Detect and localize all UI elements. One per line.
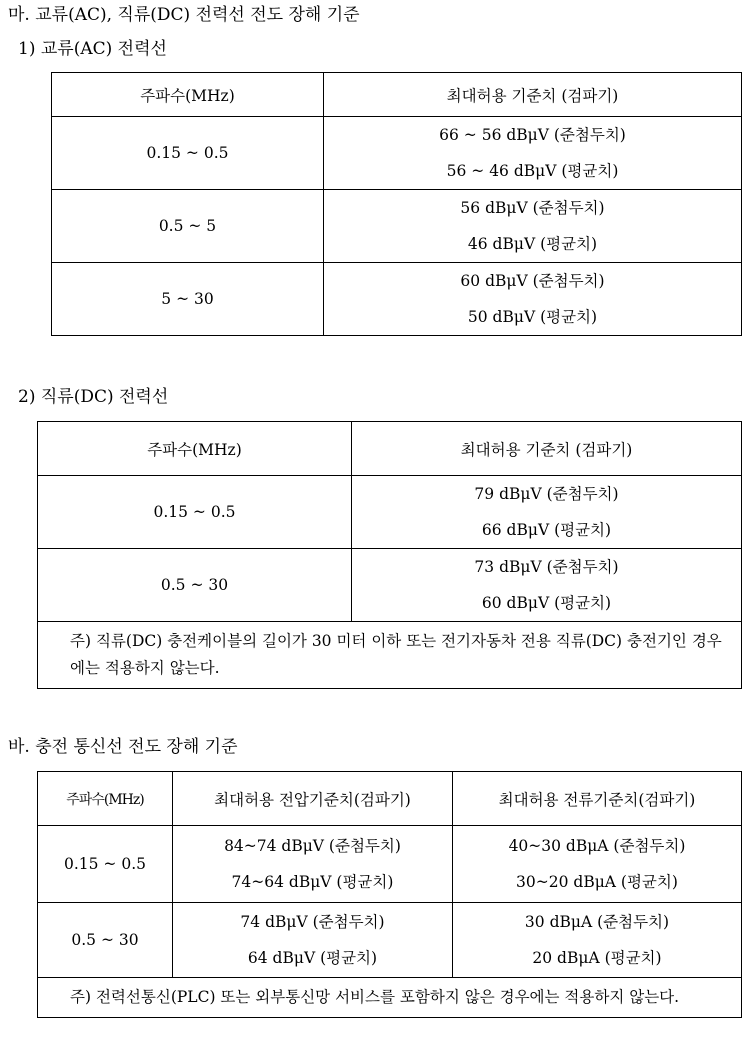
communication-line-table [37, 771, 742, 1018]
header-frequency: 주파수(MHz) [38, 772, 173, 826]
dc-power-line-table [37, 421, 742, 689]
quasi-peak-value: 73 dBμV (준첨두치) [474, 558, 619, 576]
frequency-cell: 0.15 ~ 0.5 [38, 826, 173, 903]
average-value: 20 dBμA (평균치) [532, 949, 662, 967]
header-current-limit: 최대허용 전류기준치(검파기) [453, 772, 742, 826]
current-limit-cell [453, 826, 742, 903]
current-limit-cell [453, 903, 742, 978]
quasi-peak-value: 74 dBμV (준첨두치) [240, 913, 385, 931]
quasi-peak-value: 30 dBμA (준첨두치) [524, 913, 670, 931]
frequency-cell: 0.5 ~ 5 [52, 190, 324, 263]
table-row [52, 190, 742, 263]
quasi-peak-value: 56 dBμV (준첨두치) [460, 199, 605, 217]
quasi-peak-value: 84~74 dBμV (준첨두치) [224, 837, 401, 855]
limit-cell [324, 117, 742, 190]
average-value: 66 dBμV (평균치) [481, 521, 612, 539]
header-voltage-limit: 최대허용 전압기준치(검파기) [173, 772, 453, 826]
note-cell [38, 978, 742, 1018]
table-header-row [38, 422, 742, 476]
quasi-peak-value: 40~30 dBμA (준첨두치) [508, 837, 686, 855]
quasi-peak-value: 66 ~ 56 dBμV (준첨두치) [439, 126, 626, 144]
table-row [38, 826, 742, 903]
section-ma-title: 마. 교류(AC), 직류(DC) 전력선 전도 장해 기준 [8, 5, 360, 25]
header-limit: 최대허용 기준치 (검파기) [324, 73, 742, 117]
frequency-cell: 0.15 ~ 0.5 [38, 476, 352, 549]
average-value: 56 ~ 46 dBμV (평균치) [446, 162, 619, 180]
dc-subtitle: 2) 직류(DC) 전력선 [18, 387, 169, 407]
header-frequency: 주파수(MHz) [38, 422, 352, 476]
frequency-cell: 5 ~ 30 [52, 263, 324, 336]
frequency-cell: 0.5 ~ 30 [38, 903, 173, 978]
table-row [52, 117, 742, 190]
voltage-limit-cell [173, 826, 453, 903]
header-limit: 최대허용 기준치 (검파기) [352, 422, 742, 476]
section-ba-title: 바. 충전 통신선 전도 장해 기준 [8, 737, 238, 757]
average-value: 50 dBμV (평균치) [467, 308, 598, 326]
frequency-cell: 0.5 ~ 30 [38, 549, 352, 622]
dc-note: 주) 직류(DC) 충전케이블의 길이가 30 미터 이하 또는 전기자동차 전용 직류(DC) 충전기인 경우에는 적용하지 않는다. [70, 632, 722, 677]
limit-cell [352, 549, 742, 622]
limit-cell [352, 476, 742, 549]
average-value: 60 dBμV (평균치) [481, 594, 612, 612]
limit-cell [324, 263, 742, 336]
table-row [38, 549, 742, 622]
table-header-row [38, 772, 742, 826]
frequency-cell: 0.15 ~ 0.5 [52, 117, 324, 190]
table-row [38, 476, 742, 549]
table-row [52, 263, 742, 336]
table-header-row [52, 73, 742, 117]
quasi-peak-value: 79 dBμV (준첨두치) [474, 485, 619, 503]
voltage-limit-cell [173, 903, 453, 978]
average-value: 46 dBμV (평균치) [467, 235, 598, 253]
quasi-peak-value: 60 dBμV (준첨두치) [460, 272, 605, 290]
header-frequency: 주파수(MHz) [52, 73, 324, 117]
note-cell [38, 622, 742, 689]
average-value: 30~20 dBμA (평균치) [516, 873, 678, 891]
ac-power-line-table [51, 72, 742, 336]
table-row [38, 903, 742, 978]
ac-subtitle: 1) 교류(AC) 전력선 [18, 39, 167, 59]
average-value: 74~64 dBμV (평균치) [231, 873, 394, 891]
limit-cell [324, 190, 742, 263]
communication-note: 주) 전력선통신(PLC) 또는 외부통신망 서비스를 포함하지 않은 경우에는 적용하지 않는다. [70, 988, 680, 1006]
average-value: 64 dBμV (평균치) [247, 949, 378, 967]
note-row [38, 978, 742, 1018]
note-row [38, 622, 742, 689]
